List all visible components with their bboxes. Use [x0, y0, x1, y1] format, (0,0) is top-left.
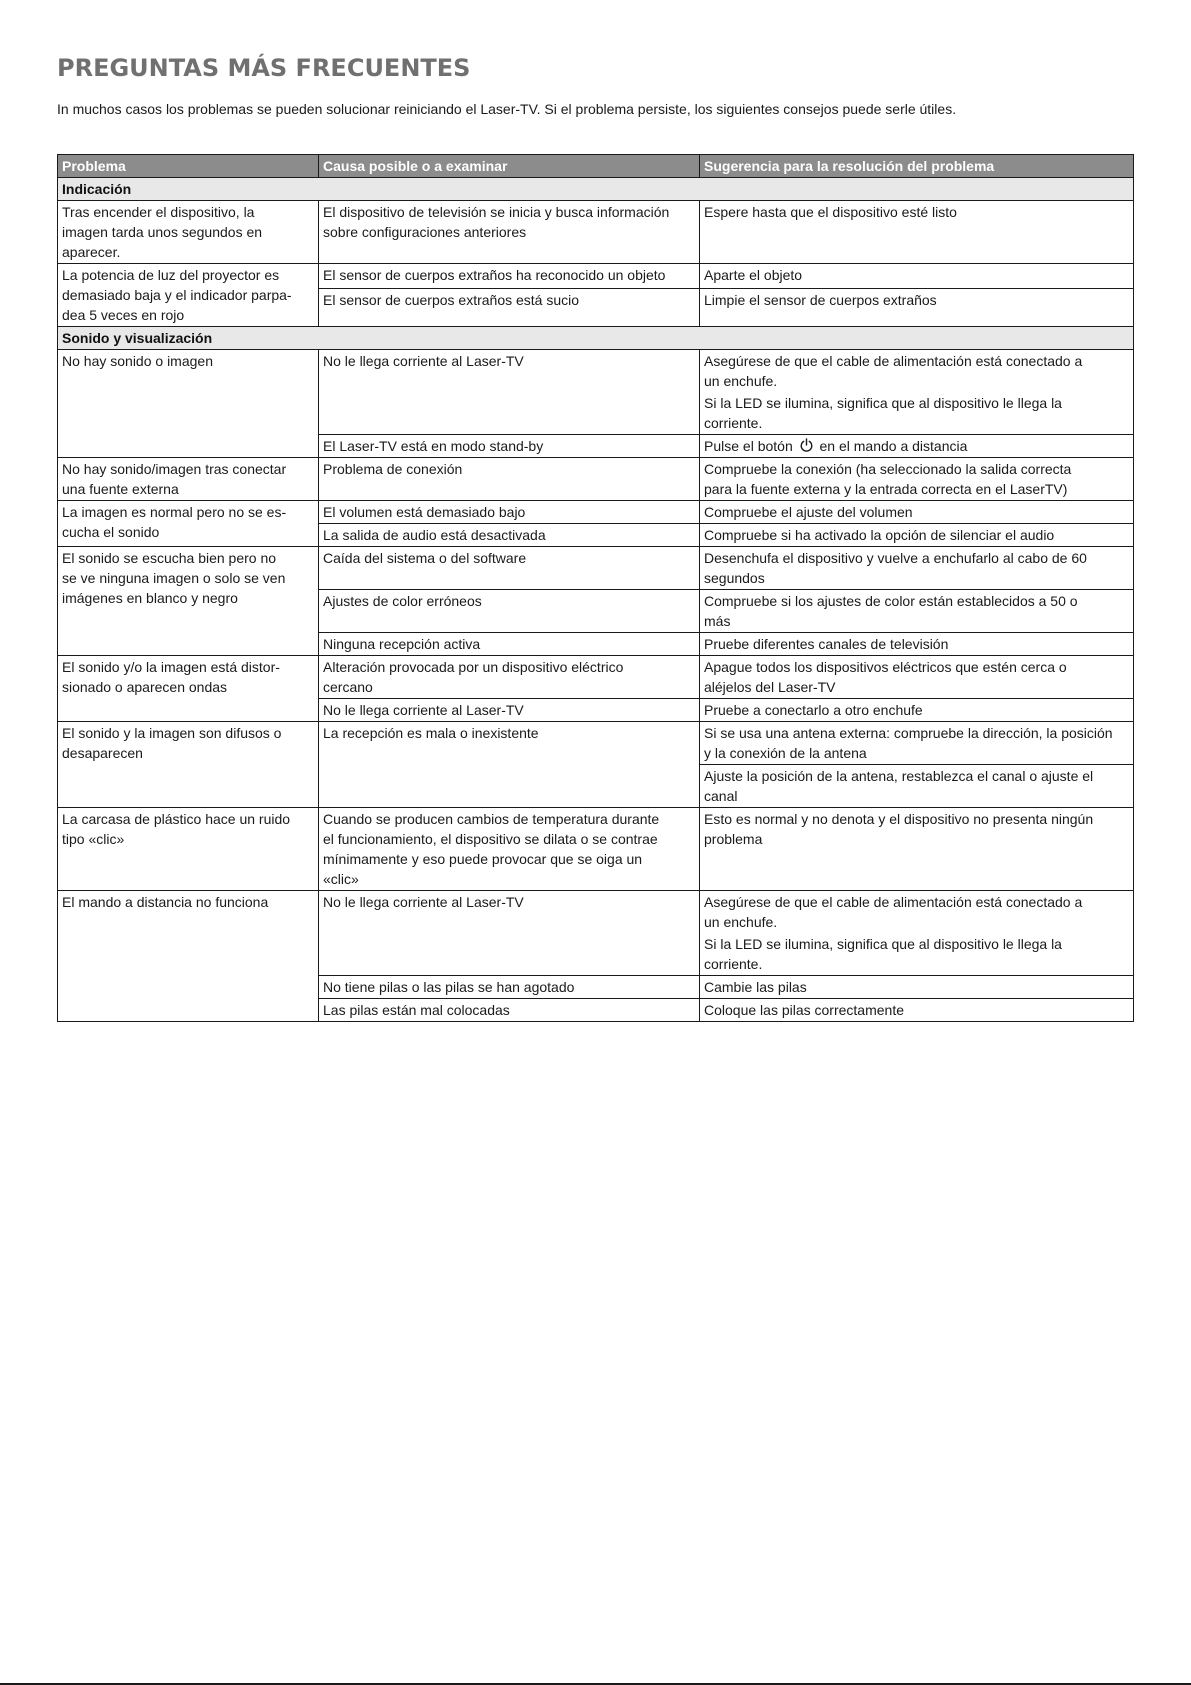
cause-cell — [319, 656, 700, 699]
problem-text: La carcasa de plástico hace un ruido tipo «clic» — [62, 811, 291, 847]
cause-text: Caída del sistema o del software — [323, 550, 527, 566]
suggestion-cell — [700, 501, 1134, 524]
suggestion-text: Limpie el sensor de cuerpos extraños — [704, 292, 937, 308]
cause-cell — [319, 633, 700, 656]
cause-cell — [319, 501, 700, 524]
suggestion-cell — [700, 458, 1134, 501]
problem-cell — [58, 350, 319, 458]
cause-text: No le llega corriente al Laser-TV — [323, 894, 524, 910]
suggestion-text: Esto es normal y no denota y el dispositivo no presenta ningún problema — [704, 811, 1094, 847]
suggestion-cell — [700, 976, 1134, 999]
problem-cell — [58, 722, 319, 808]
suggestion-text: Compruebe si los ajustes de color están establecidos a 50 o más — [704, 593, 1078, 629]
cause-cell — [319, 999, 700, 1022]
cause-cell — [319, 891, 700, 976]
cause-cell — [319, 350, 700, 435]
table-header-row — [58, 155, 1134, 178]
cause-text: Cuando se producen cambios de temperatura durante el funcionamiento, el dispositivo se dilata o se contrae mínimamente y eso puede provocar que se oiga un «clic» — [323, 811, 660, 887]
table-row — [58, 201, 1134, 264]
cause-text: Problema de conexión — [323, 461, 463, 477]
cause-cell — [319, 699, 700, 722]
table-row — [58, 808, 1134, 891]
cause-text: El sensor de cuerpos extraños está sucio — [323, 292, 580, 308]
table-row — [58, 350, 1134, 435]
cause-text: No le llega corriente al Laser-TV — [323, 702, 524, 718]
suggestion-text-post: en el mando a distancia — [819, 438, 968, 454]
problem-text: La potencia de luz del proyector es demasiado baja y el indicador parpa- dea 5 veces en rojo — [62, 267, 292, 323]
cause-cell — [319, 808, 700, 891]
problem-text: El sonido y/o la imagen está distor- sionado o aparecen ondas — [62, 659, 280, 695]
cause-cell — [319, 264, 700, 289]
suggestion-cell — [700, 524, 1134, 547]
faq-table — [57, 154, 1134, 1022]
problem-cell — [58, 547, 319, 656]
suggestion-text: Si la LED se ilumina, significa que al dispositivo le llega la corriente. — [704, 936, 1062, 972]
suggestion-text: Espere hasta que el dispositivo esté listo — [704, 204, 957, 220]
column-header-problem: Problema — [58, 155, 319, 178]
problem-cell — [58, 808, 319, 891]
suggestion-text: Cambie las pilas — [704, 979, 807, 995]
suggestion-text: Pruebe diferentes canales de televisión — [704, 636, 949, 652]
problem-cell — [58, 501, 319, 547]
cause-cell — [319, 524, 700, 547]
suggestion-text: Coloque las pilas correctamente — [704, 1002, 904, 1018]
table-row — [58, 891, 1134, 976]
suggestion-text: Ajuste la posición de la antena, restablezca el canal o ajuste el canal — [704, 768, 1094, 804]
suggestion-cell — [700, 656, 1134, 699]
cause-text: La recepción es mala o inexistente — [323, 725, 539, 741]
cause-cell — [319, 722, 700, 808]
cause-text: El volumen está demasiado bajo — [323, 504, 526, 520]
column-header-cause: Causa posible o a examinar — [319, 155, 700, 178]
suggestion-text: Aparte el objeto — [704, 267, 803, 283]
cause-text: El dispositivo de televisión se inicia y busca información sobre configuraciones anteriores — [323, 204, 670, 240]
section-row-indicacion — [58, 178, 1134, 201]
cause-text: Alteración provocada por un dispositivo eléctrico cercano — [323, 659, 624, 695]
suggestion-cell — [700, 999, 1134, 1022]
cause-text: No tiene pilas o las pilas se han agotado — [323, 979, 575, 995]
problem-cell — [58, 458, 319, 501]
table-row — [58, 501, 1134, 524]
problem-text: El sonido se escucha bien pero no se ve ninguna imagen o solo se ven imágenes en blanco y negro — [62, 550, 286, 606]
suggestion-text: Compruebe el ajuste del volumen — [704, 504, 913, 520]
suggestion-cell — [700, 808, 1134, 891]
suggestion-cell — [700, 699, 1134, 722]
suggestion-cell — [700, 435, 1134, 458]
cause-cell — [319, 201, 700, 264]
cause-cell — [319, 547, 700, 590]
problem-text: El mando a distancia no funciona — [62, 894, 269, 910]
suggestion-cell — [700, 891, 1134, 976]
suggestion-cell — [700, 264, 1134, 289]
suggestion-cell — [700, 350, 1134, 435]
suggestion-text: Si se usa una antena externa: compruebe la dirección, la posición y la conexión de la antena — [704, 725, 1113, 761]
table-row — [58, 264, 1134, 289]
problem-text: Tras encender el dispositivo, la imagen tarda unos segundos en aparecer. — [62, 204, 263, 260]
suggestion-text: Compruebe si ha activado la opción de silenciar el audio — [704, 527, 1055, 543]
cause-cell — [319, 289, 700, 327]
suggestion-cell — [700, 201, 1134, 264]
table-row — [58, 656, 1134, 699]
cause-cell — [319, 976, 700, 999]
suggestion-text: Compruebe la conexión (ha seleccionado la salida correcta para la fuente externa y la entrada correcta en el LaserTV) — [704, 461, 1072, 497]
section-title: Indicación — [58, 178, 1134, 201]
cause-text: Ajustes de color erróneos — [323, 593, 482, 609]
problem-text: El sonido y la imagen son difusos o desaparecen — [62, 725, 282, 761]
cause-text: Las pilas están mal colocadas — [323, 1002, 510, 1018]
cause-cell — [319, 435, 700, 458]
problem-cell — [58, 264, 319, 327]
suggestion-cell — [700, 722, 1134, 765]
section-title: Sonido y visualización — [58, 327, 1134, 350]
intro-text: In muchos casos los problemas se pueden solucionar reiniciando el Laser-TV. Si el problema persiste, los siguientes consejos puede serle útiles. — [57, 101, 957, 117]
problem-cell — [58, 891, 319, 1022]
section-row-sonido — [58, 327, 1134, 350]
table-row — [58, 722, 1134, 765]
suggestion-text: Apague todos los dispositivos eléctricos que estén cerca o aléjelos del Laser-TV — [704, 659, 1067, 695]
suggestion-text: Asegúrese de que el cable de alimentación está conectado a un enchufe. — [704, 894, 1083, 930]
problem-cell — [58, 201, 319, 264]
suggestion-cell — [700, 765, 1134, 808]
problem-cell — [58, 656, 319, 722]
column-header-suggestion: Sugerencia para la resolución del problema — [700, 155, 1134, 178]
cause-text: No le llega corriente al Laser-TV — [323, 353, 524, 369]
problem-text: No hay sonido o imagen — [62, 353, 213, 369]
cause-text: El Laser-TV está en modo stand-by — [323, 438, 544, 454]
cause-text: La salida de audio está desactivada — [323, 527, 546, 543]
suggestion-text: Si la LED se ilumina, significa que al dispositivo le llega la corriente. — [704, 395, 1062, 431]
suggestion-text-pre: Pulse el botón — [704, 438, 793, 454]
table-row — [58, 547, 1134, 590]
suggestion-cell — [700, 590, 1134, 633]
problem-text: No hay sonido/imagen tras conectar una fuente externa — [62, 461, 287, 497]
suggestion-cell — [700, 289, 1134, 327]
cause-text: El sensor de cuerpos extraños ha reconocido un objeto — [323, 267, 666, 283]
suggestion-text: Pruebe a conectarlo a otro enchufe — [704, 702, 923, 718]
cause-cell — [319, 590, 700, 633]
cause-text: Ninguna recepción activa — [323, 636, 481, 652]
page-title: PREGUNTAS MÁS FRECUENTES — [57, 54, 471, 82]
suggestion-cell — [700, 633, 1134, 656]
suggestion-cell — [700, 547, 1134, 590]
problem-text: La imagen es normal pero no se es- cucha el sonido — [62, 504, 287, 540]
suggestion-text: Asegúrese de que el cable de alimentación está conectado a un enchufe. — [704, 353, 1083, 389]
table-row — [58, 458, 1134, 501]
cause-cell — [319, 458, 700, 501]
power-icon — [799, 438, 814, 453]
suggestion-text: Desenchufa el dispositivo y vuelve a enchufarlo al cabo de 60 segundos — [704, 550, 1087, 586]
